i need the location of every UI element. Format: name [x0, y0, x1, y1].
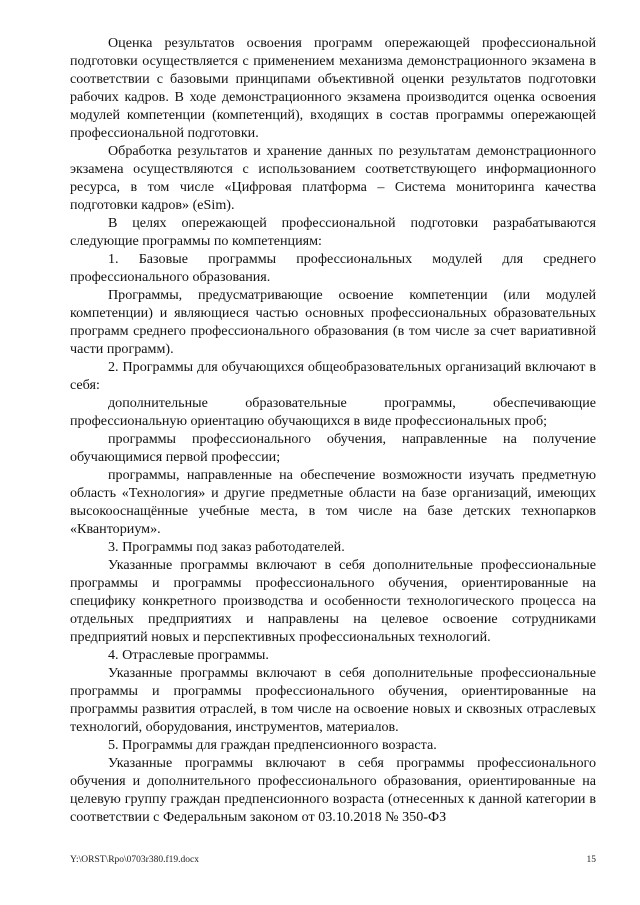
- paragraph-competence-programs: Программы, предусматривающие освоение компетенции (или модулей компетенции) и являющиеся частью основных профессиональных образовательных программ среднего профессионального образования (в том числе за счет вариативной части программ).: [70, 287, 596, 357]
- list-item-5-heading: 5. Программы для граждан предпенсионного возраста.: [108, 737, 437, 753]
- list-item-4-heading: 4. Отраслевые программы.: [108, 647, 269, 663]
- paragraph-industry-programs: Указанные программы включают в себя дополнительные профессиональные программы и программы профессионального обучения, ориентированные на программы развития отраслей, в том числе на освоение новых и сквозных отраслевых технологий, оборудования, инструментов, материалов.: [70, 665, 596, 735]
- paragraph-pre-retirement-programs: Указанные программы включают в себя программы профессионального обучения и дополнительного профессионального образования, ориентированные на целевую группу граждан предпенсионного возраста (отнесенных к данной категории в соответствии с Федеральным законом от 03.10.2018 № 350-ФЗ: [70, 755, 596, 825]
- list-item-1-heading: 1. Базовые программы профессиональных модулей для среднего профессионального образования.: [70, 251, 596, 285]
- list-item-2-heading: 2. Программы для обучающихся общеобразовательных организаций включают в себя:: [70, 359, 596, 393]
- list-item-3-heading: 3. Программы под заказ работодателей.: [108, 539, 345, 555]
- paragraph-technology-subject: программы, направленные на обеспечение возможности изучать предметную область «Технология» и другие предметные области на базе организаций, имеющих высокооснащённые учебные места, в том числе на базе детских технопарков «Кванториум».: [70, 467, 596, 537]
- document-body: [70, 34, 596, 826]
- footer-file-path: Y:\ORST\Rpo\0703r380.f19.docx: [70, 855, 199, 865]
- paragraph-results-processing: Обработка результатов и хранение данных по результатам демонстрационного экзамена осуществляются с использованием соответствующего информационного ресурса, в том числе «Цифровая платформа – Система мониторинга качества подготовки кадров» (eSim).: [70, 143, 596, 213]
- page-footer: [70, 855, 596, 869]
- paragraph-programs-intro: В целях опережающей профессиональной подготовки разрабатываются следующие программы по компетенциям:: [70, 215, 596, 249]
- paragraph-vocational-training: программы профессионального обучения, направленные на получение обучающимися первой профессии;: [70, 431, 596, 465]
- page-number: 15: [586, 855, 596, 865]
- paragraph-employer-programs: Указанные программы включают в себя дополнительные профессиональные программы и программы профессионального обучения, ориентированные на специфику конкретного производства и особенности технологического процесса на отдельных предприятиях и направлены на целевое освоение сотрудниками предприятий новых и перспективных профессиональных технологий.: [70, 557, 596, 645]
- paragraph-demo-exam-assessment: Оценка результатов освоения программ опережающей профессиональной подготовки осуществляется с применением механизма демонстрационного экзамена в соответствии с базовыми принципами объективной оценки результатов подготовки рабочих кадров. В ходе демонстрационного экзамена производится оценка освоения модулей компетенции (компетенций), входящих в состав программы опережающей профессиональной подготовки.: [70, 35, 596, 141]
- paragraph-additional-programs: дополнительные образовательные программы, обеспечивающие профессиональную ориентацию обучающихся в виде профессиональных проб;: [70, 395, 596, 429]
